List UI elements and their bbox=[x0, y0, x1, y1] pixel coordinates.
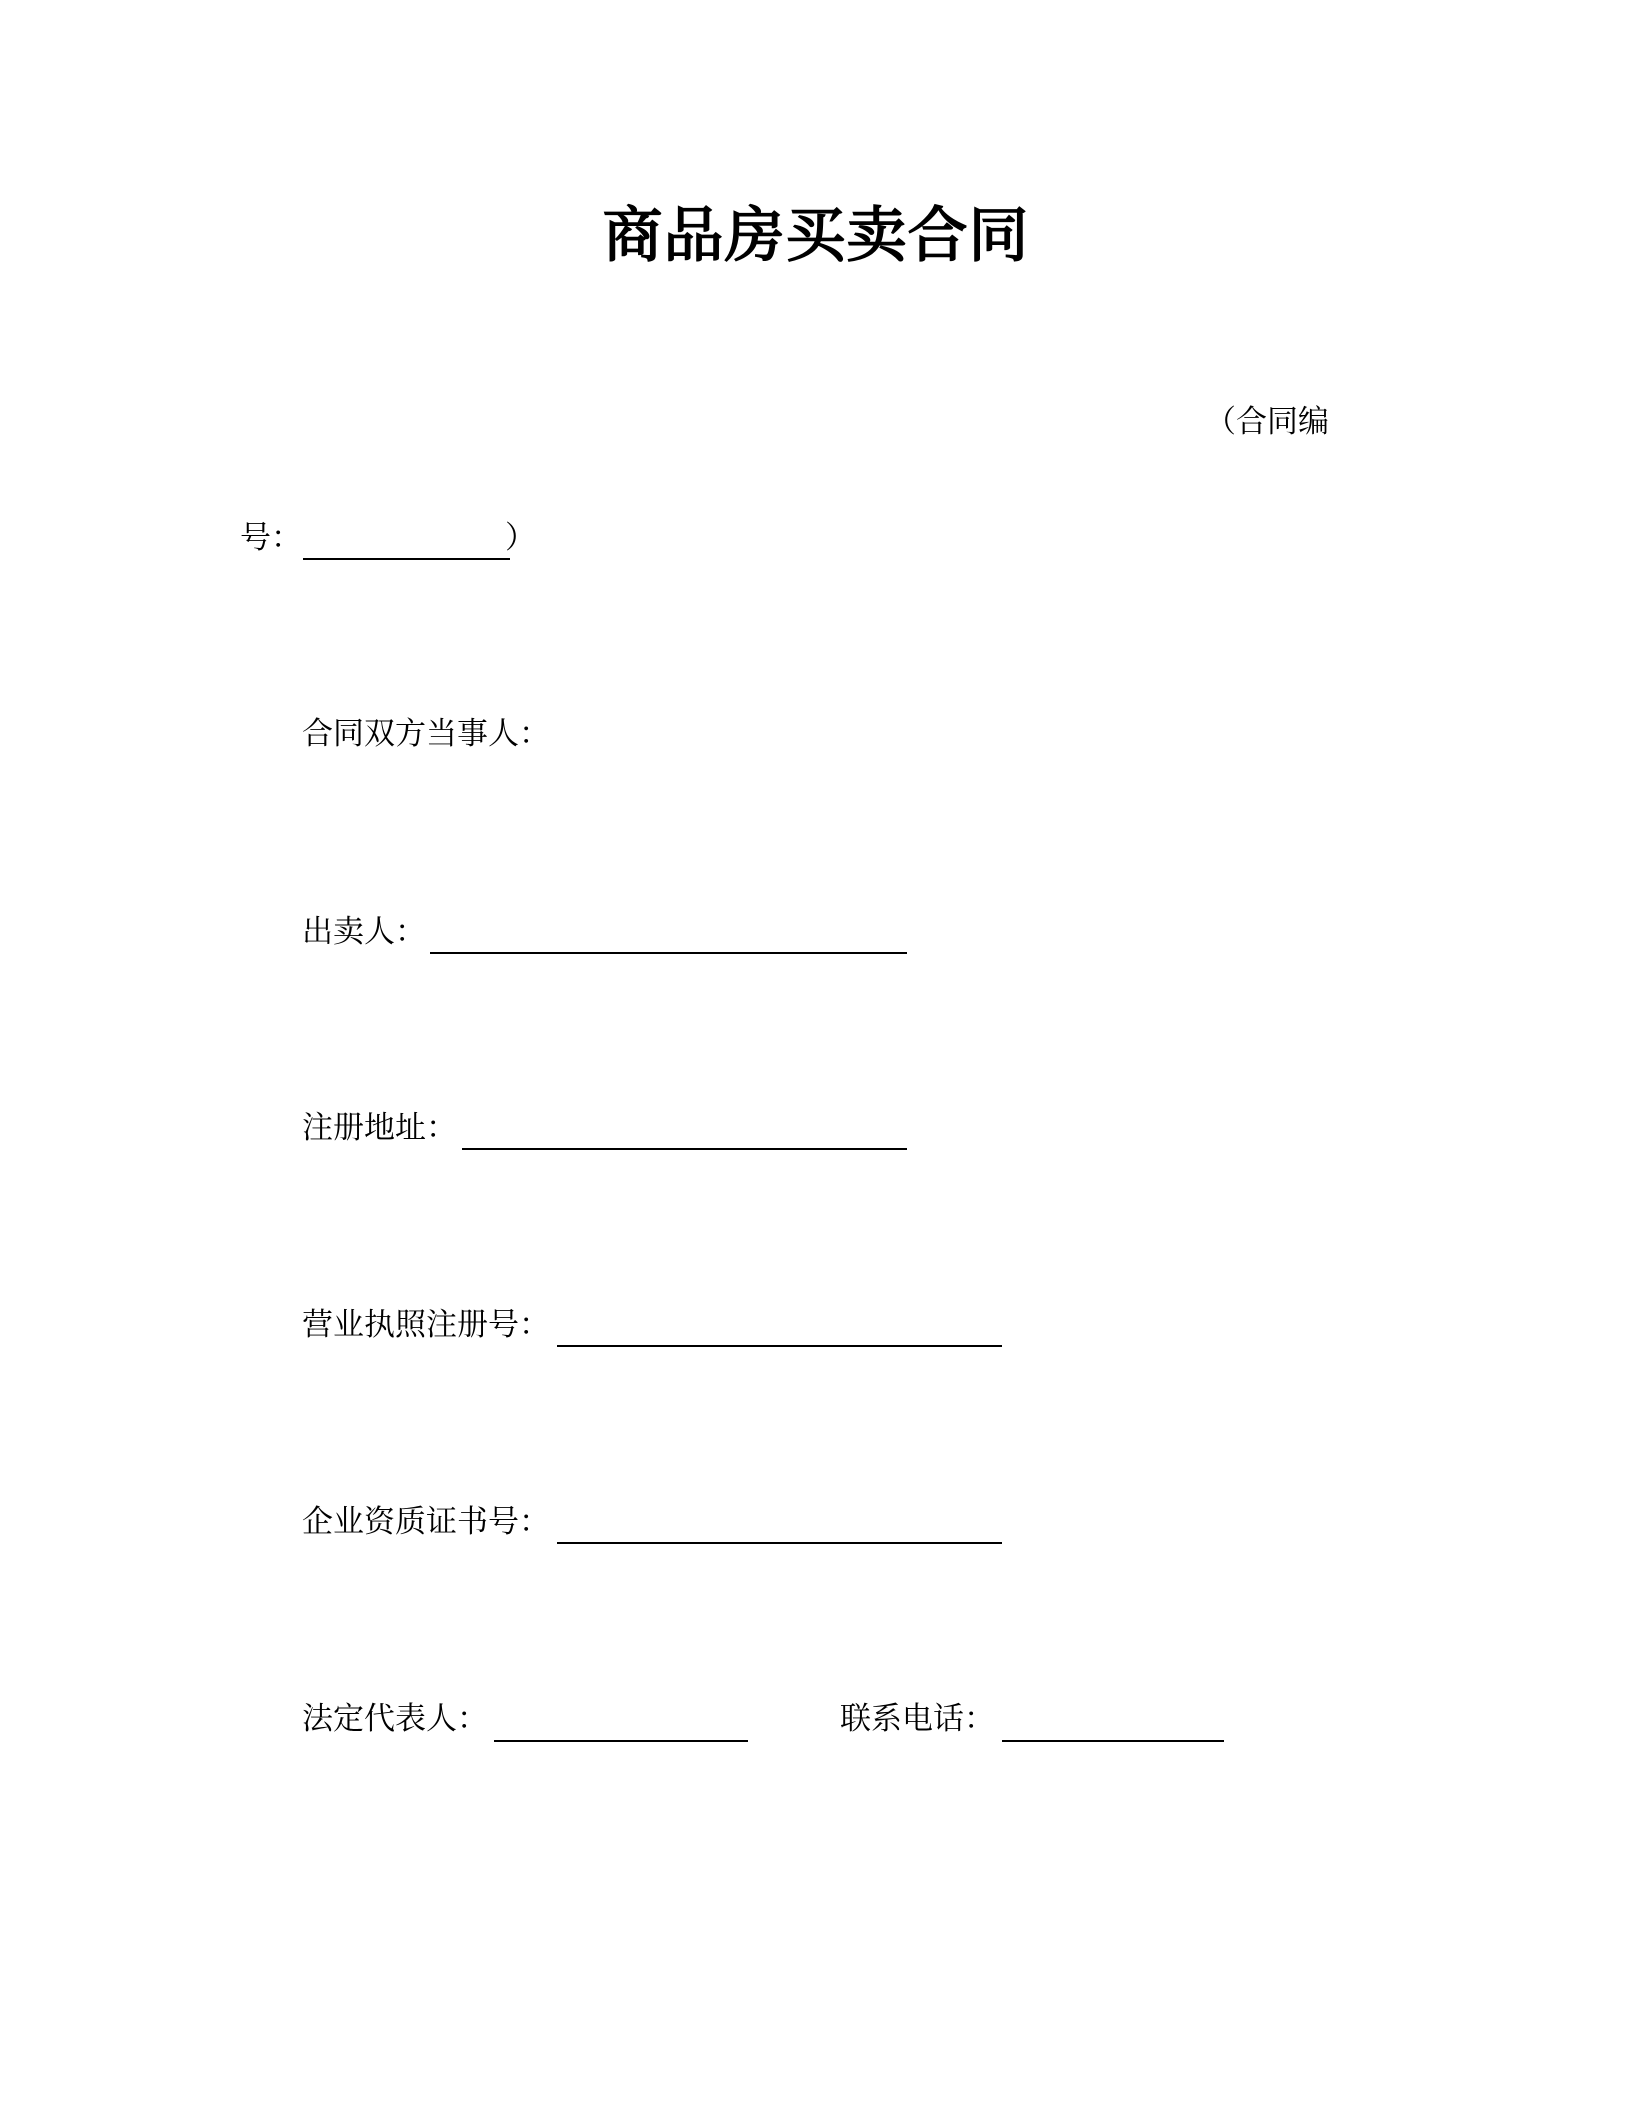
business-license-blank[interactable] bbox=[557, 1345, 1002, 1347]
legal-representative-label: 法定代表人： bbox=[302, 1701, 488, 1737]
contract-number-label-part1: （合同编 bbox=[1205, 404, 1329, 440]
contact-phone-blank[interactable] bbox=[1002, 1740, 1224, 1742]
seller-blank[interactable] bbox=[430, 952, 907, 954]
qualification-cert-blank[interactable] bbox=[557, 1542, 1002, 1544]
business-license-label: 营业执照注册号： bbox=[302, 1307, 550, 1343]
legal-representative-blank[interactable] bbox=[494, 1740, 748, 1742]
registered-address-label: 注册地址： bbox=[302, 1110, 457, 1146]
contract-number-close-paren: ） bbox=[505, 520, 536, 556]
qualification-cert-label: 企业资质证书号： bbox=[302, 1504, 550, 1540]
seller-label: 出卖人： bbox=[302, 914, 426, 950]
registered-address-blank[interactable] bbox=[462, 1148, 907, 1150]
document-title: 商品房买卖合同 bbox=[602, 201, 1030, 271]
parties-heading: 合同双方当事人： bbox=[302, 716, 550, 752]
contact-phone-label: 联系电话： bbox=[840, 1701, 995, 1737]
contract-number-label-part2: 号： bbox=[240, 520, 302, 556]
contract-number-blank[interactable] bbox=[303, 558, 510, 560]
